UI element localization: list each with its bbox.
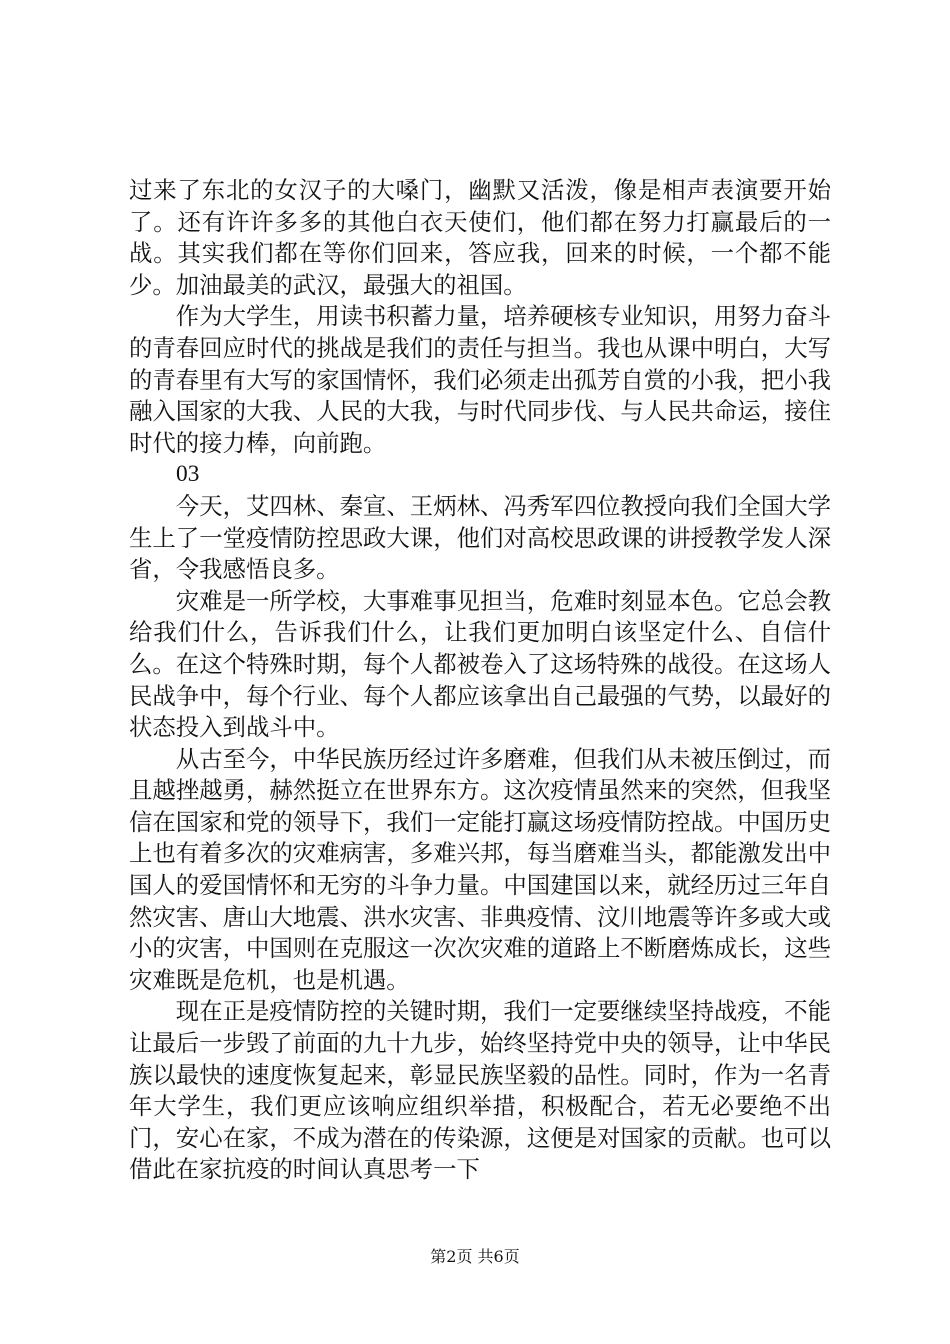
page-footer: 第2页 共6页 [430,1247,520,1266]
paragraph-history: 从古至今，中华民族历经过许多磨难，但我们从未被压倒过，而且越挫越勇，赫然挺立在世界东方。这次疫情虽然来的突然，但我坚信在国家和党的领导下，我们一定能打赢这场疫情防控战。中国历史上也有着多次的灾难病害，多难兴邦，每当磨难当头，都能激发出中国人的爱国情怀和无穷的斗争力量。中国建国以来，就经历过三年自然灾害、唐山大地震、洪水灾害、非典疫情、汶川地震等许多或大或小的灾害，中国则在克服这一次次灾难的道路上不断磨炼成长，这些灾难既是危机，也是机遇。 [129,744,831,994]
paragraph-lecture: 今天，艾四林、秦宣、王炳林、冯秀军四位教授向我们全国大学生上了一堂疫情防控思政大课，他们对高校思政课的讲授教学发人深省，令我感悟良多。 [129,491,831,584]
section-number: 03 [176,461,200,488]
paragraph-student-responsibility: 作为大学生，用读书积蓄力量，培养硬核专业知识，用努力奋斗的青春回应时代的挑战是我们的责任与担当。我也从课中明白，大写的青春里有大写的家国情怀，我们必须走出孤芳自赏的小我，把小我融入国家的大我、人民的大我，与时代同步伐、与人民共命运，接住时代的接力棒，向前跑。 [129,302,831,457]
paragraph-disaster-school: 灾难是一所学校，大事难事见担当，危难时刻显本色。它总会教给我们什么，告诉我们什么，让我们更加明白该坚定什么、自信什么。在这个特殊时期，每个人都被卷入了这场特殊的战役。在这场人民战争中，每个行业、每个人都应该拿出自己最强的气势，以最好的状态投入到战斗中。 [129,586,831,742]
document-body [129,175,831,1186]
paragraph-continuation: 过来了东北的女汉子的大嗓门，幽默又活泼，像是相声表演要开始了。还有许许多多的其他白衣天使们，他们都在努力打赢最后的一战。其实我们都在等你们回来，答应我，回来的时候，一个都不能少。加油最美的武汉，最强大的祖国。 [129,176,831,299]
paragraph-key-period: 现在正是疫情防控的关键时期，我们一定要继续坚持战疫，不能让最后一步毁了前面的九十九步，始终坚持党中央的领导，让中华民族以最快的速度恢复起来，彰显民族坚毅的品性。同时，作为一名青年大学生，我们更应该响应组织举措，积极配合，若无必要绝不出门，安心在家，不成为潜在的传染源，这便是对国家的贡献。也可以借此在家抗疫的时间认真思考一下 [129,997,831,1184]
